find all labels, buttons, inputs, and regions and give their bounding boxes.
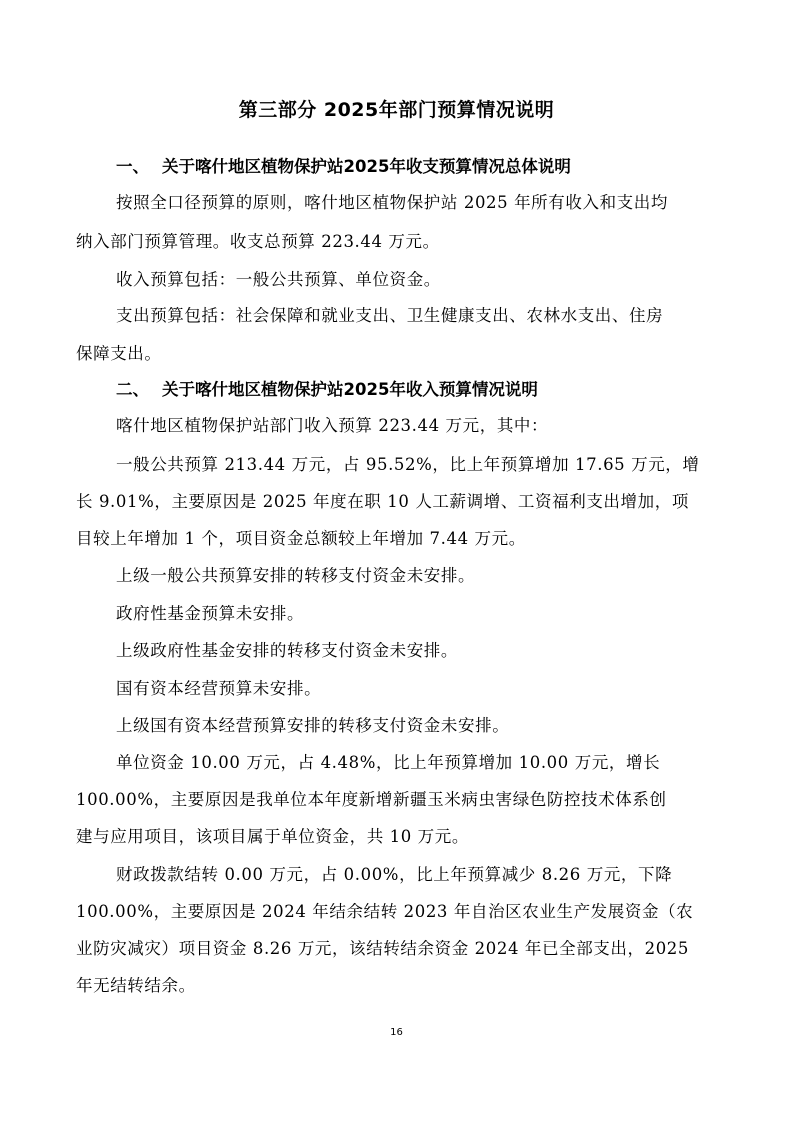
s2-p7: 上级国有资本经营预算安排的转移支付资金未安排。 [116,716,510,735]
section-1-heading [116,153,571,177]
s1-p2: 收入预算包括：一般公共预算、单位资金。 [116,270,441,289]
s1-p1-line1: 按照全口径预算的原则，喀什地区植物保护站 2025 年所有收入和支出均 [116,193,668,212]
s2-p9-line2: 100.00%，主要原因是 2024 年结余结转 2023 年自治区农业生产发展资金（农 [76,902,694,921]
section-1-number: 一、 [116,157,149,176]
s1-p3-line1: 支出预算包括：社会保障和就业支出、卫生健康支出、农林水支出、住房 [116,306,664,325]
page-title: 第三部分 2025年部门预算情况说明 [238,99,555,121]
section-1-heading-text: 关于喀什地区植物保护站2025年收支预算情况总体说明 [162,157,571,176]
s2-p9-line3: 业防灾减灾）项目资金 8.26 万元，该结转结余资金 2024 年已全部支出，2025 [76,939,689,958]
s2-p2-line2: 长 9.01%，主要原因是 2025 年度在职 10 人工薪调增、工资福利支出增加，项 [76,492,689,511]
s2-p2-line3: 目较上年增加 1 个，项目资金总额较上年增加 7.44 万元。 [76,529,526,548]
section-2-number: 二、 [116,380,149,399]
s2-p8-line2: 100.00%，主要原因是我单位本年度新增新疆玉米病虫害绿色防控技术体系创 [76,790,667,809]
s2-p5: 上级政府性基金安排的转移支付资金未安排。 [116,641,458,660]
s2-p9-line4: 年无结转结余。 [76,976,196,995]
s2-p4: 政府性基金预算未安排。 [116,604,305,623]
s2-p6: 国有资本经营预算未安排。 [116,679,322,698]
s1-p1-line2: 纳入部门预算管理。收支总预算 223.44 万元。 [76,232,440,251]
section-2-heading-text: 关于喀什地区植物保护站2025年收入预算情况说明 [162,380,538,399]
s2-p1: 喀什地区植物保护站部门收入预算 223.44 万元，其中： [116,416,549,435]
s2-p8-line1: 单位资金 10.00 万元，占 4.48%，比上年预算增加 10.00 万元，增长 [116,753,661,772]
s2-p2-line1: 一般公共预算 213.44 万元，占 95.52%，比上年预算增加 17.65 万元，增 [116,455,700,474]
s2-p8-line3: 建与应用项目，该项目属于单位资金，共 10 万元。 [76,827,469,846]
s1-p3-line2: 保障支出。 [76,344,162,363]
s2-p3: 上级一般公共预算安排的转移支付资金未安排。 [116,566,476,585]
section-2-heading [116,376,538,400]
page-number: 16 [390,1027,403,1038]
s2-p9-line1: 财政拨款结转 0.00 万元，占 0.00%，比上年预算减少 8.26 万元，下降 [116,865,673,884]
